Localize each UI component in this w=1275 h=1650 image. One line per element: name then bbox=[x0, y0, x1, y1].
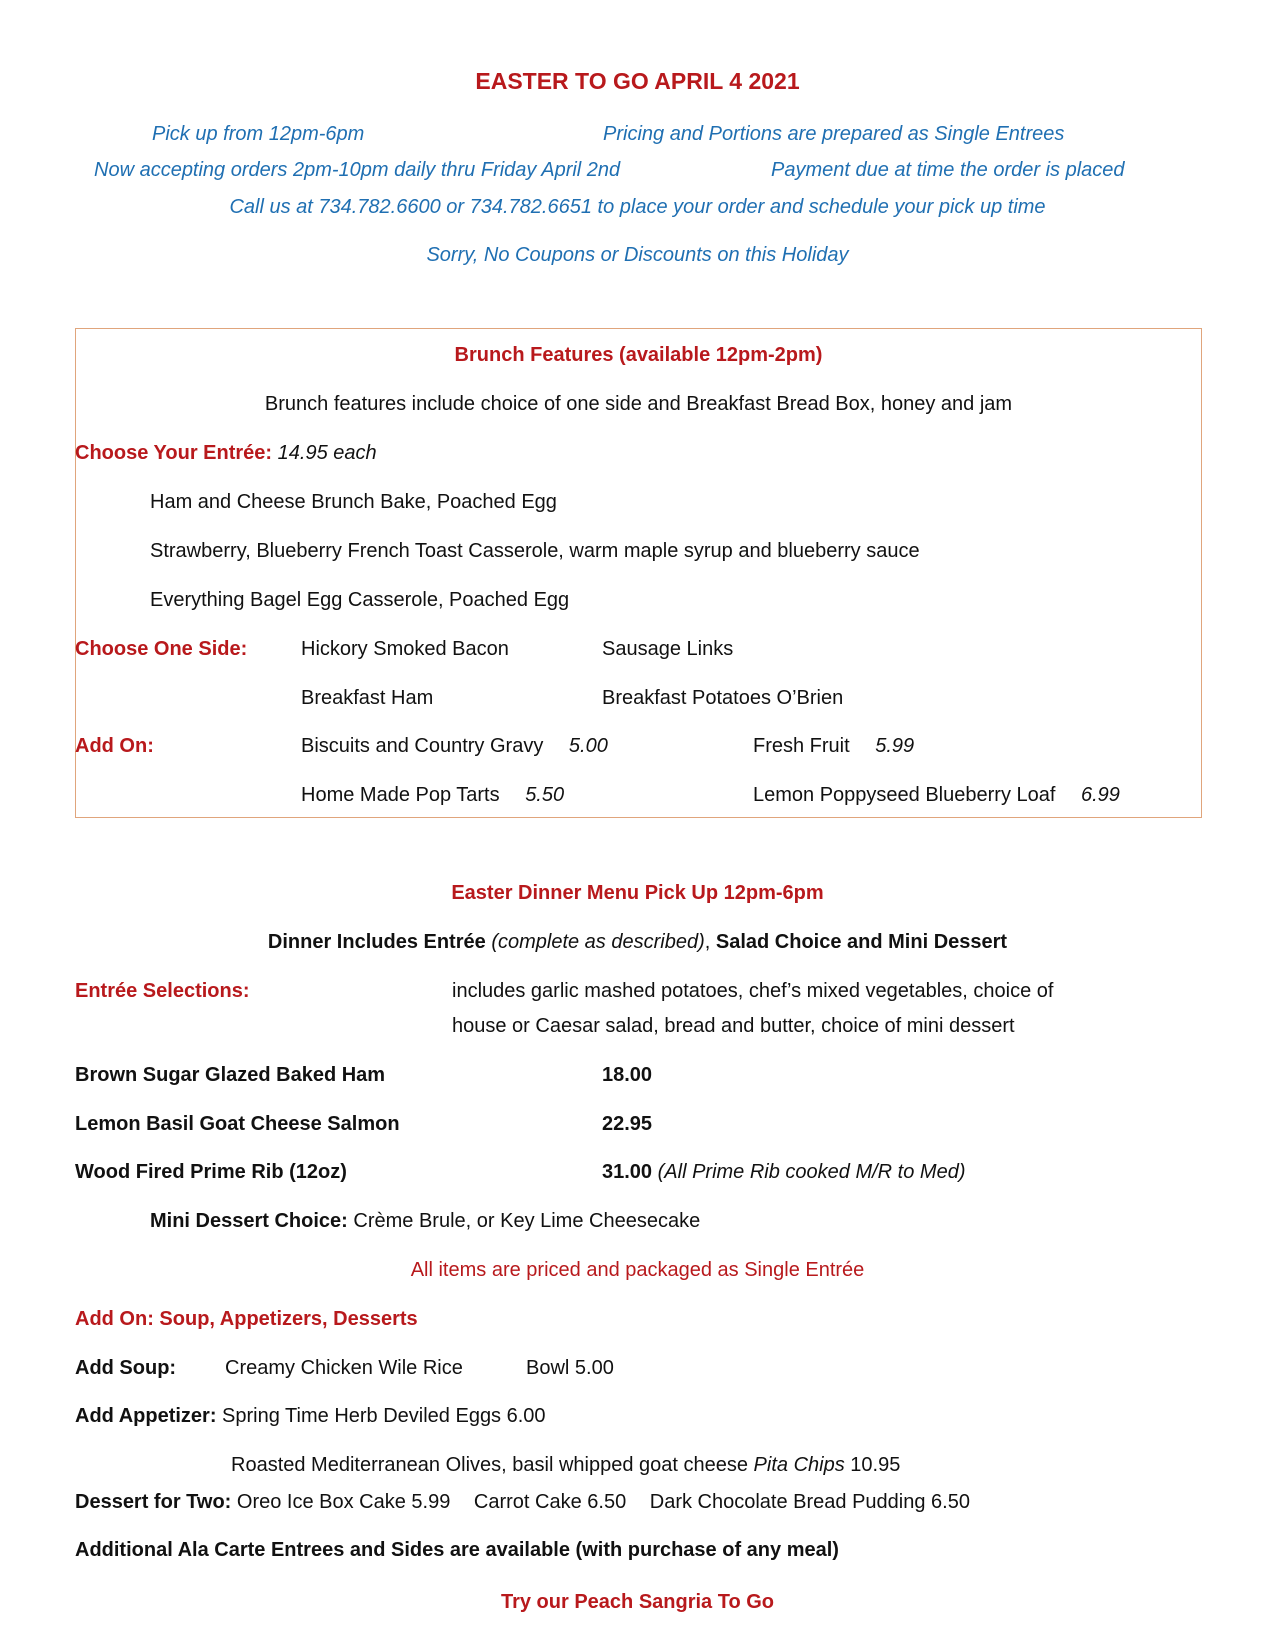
brunch-entree-heading bbox=[75, 442, 377, 465]
single-entree-note: All items are priced and packaged as Single Entrée bbox=[410, 1259, 865, 1281]
entree-selections-label: Entrée Selections: bbox=[75, 980, 250, 1002]
dinner-entree-name: Lemon Basil Goat Cheese Salmon bbox=[75, 1113, 400, 1135]
brunch-entree-item: Ham and Cheese Brunch Bake, Poached Egg bbox=[150, 491, 557, 513]
dinner-entree-name: Wood Fired Prime Rib (12oz) bbox=[75, 1161, 347, 1183]
addon-price: 5.50 bbox=[525, 784, 565, 806]
mini-dessert-line bbox=[150, 1210, 700, 1233]
ordering-hours: Now accepting orders 2pm-10pm daily thru Friday April 2nd bbox=[94, 159, 621, 181]
payment-note: Payment due at time the order is placed bbox=[771, 159, 1125, 181]
soup-price: Bowl 5.00 bbox=[526, 1357, 614, 1379]
addon-name: Fresh Fruit bbox=[753, 735, 850, 757]
dessert-line bbox=[75, 1491, 970, 1514]
ala-carte-note: Additional Ala Carte Entrees and Sides are available (with purchase of any meal) bbox=[75, 1539, 839, 1561]
side-item: Breakfast Ham bbox=[301, 687, 434, 709]
soup-name: Creamy Chicken Wile Rice bbox=[225, 1357, 463, 1379]
addons-title: Add On: Soup, Appetizers, Desserts bbox=[75, 1308, 418, 1330]
entree-selections-desc-1: includes garlic mashed potatoes, chef’s mixed vegetables, choice of bbox=[452, 980, 1054, 1002]
addon-price: 5.99 bbox=[875, 735, 915, 757]
side-item: Sausage Links bbox=[602, 638, 734, 660]
appetizer-label: Add Appetizer: bbox=[75, 1405, 217, 1427]
brunch-addon-item bbox=[301, 735, 608, 758]
addon-name: Biscuits and Country Gravy bbox=[301, 735, 544, 757]
dessert-label: Dessert for Two: bbox=[75, 1491, 232, 1513]
no-coupons-note: Sorry, No Coupons or Discounts on this Holiday bbox=[426, 244, 849, 266]
brunch-entree-item: Strawberry, Blueberry French Toast Casserole, warm maple syrup and blueberry sauce bbox=[150, 540, 920, 562]
appetizer-item-chips: Pita Chips bbox=[753, 1454, 845, 1476]
addon-price: 6.99 bbox=[1080, 784, 1120, 806]
includes-note: (complete as described) bbox=[491, 931, 705, 953]
brunch-addon-item bbox=[753, 735, 914, 758]
includes-salad-dessert: Salad Choice and Mini Dessert bbox=[715, 931, 1008, 953]
side-label: Choose One Side: bbox=[75, 638, 248, 660]
soup-label: Add Soup: bbox=[75, 1357, 177, 1379]
brunch-addon-item bbox=[301, 784, 564, 807]
brunch-entree-item: Everything Bagel Egg Casserole, Poached Egg bbox=[150, 589, 570, 611]
brunch-title: Brunch Features (available 12pm-2pm) bbox=[454, 344, 823, 366]
appetizer-line-2 bbox=[231, 1454, 900, 1477]
entree-price: 14.95 each bbox=[277, 442, 377, 464]
appetizer-item: Roasted Mediterranean Olives, basil whipped goat cheese bbox=[231, 1454, 748, 1476]
dinner-entree-price: 18.00 bbox=[602, 1064, 653, 1086]
side-item: Breakfast Potatoes O’Brien bbox=[602, 687, 844, 709]
pricing-note: Pricing and Portions are prepared as Single Entrees bbox=[603, 123, 1065, 145]
dinner-includes bbox=[0, 931, 1275, 954]
dinner-entree-price: 22.95 bbox=[602, 1113, 653, 1135]
dinner-entree-name: Brown Sugar Glazed Baked Ham bbox=[75, 1064, 386, 1086]
addon-price: 5.00 bbox=[568, 735, 608, 757]
mini-dessert-label: Mini Dessert Choice: bbox=[150, 1210, 348, 1232]
entree-label: Choose Your Entrée: bbox=[75, 442, 273, 464]
includes-entree: Dinner Includes Entrée bbox=[267, 931, 486, 953]
entree-selections-desc-2: house or Caesar salad, bread and butter, choice of mini dessert bbox=[452, 1015, 1015, 1037]
pickup-hours: Pick up from 12pm-6pm bbox=[152, 123, 365, 145]
dessert-item: Oreo Ice Box Cake 5.99 bbox=[236, 1491, 451, 1513]
page-title: EASTER TO GO APRIL 4 2021 bbox=[475, 68, 800, 94]
mini-dessert-value: Crème Brule, or Key Lime Cheesecake bbox=[353, 1210, 701, 1232]
appetizer-item-price: 10.95 bbox=[850, 1454, 901, 1476]
dessert-item: Dark Chocolate Bread Pudding 6.50 bbox=[649, 1491, 970, 1513]
sangria-promo: Try our Peach Sangria To Go bbox=[500, 1591, 775, 1613]
addon-label: Add On: bbox=[75, 735, 154, 757]
brunch-addon-item bbox=[753, 784, 1120, 807]
prime-rib-note: (All Prime Rib cooked M/R to Med) bbox=[657, 1161, 966, 1183]
includes-comma: , bbox=[704, 931, 711, 953]
appetizer-line-1 bbox=[75, 1405, 546, 1428]
appetizer-item: Spring Time Herb Deviled Eggs 6.00 bbox=[222, 1405, 546, 1427]
brunch-subtitle: Brunch features include choice of one side and Breakfast Bread Box, honey and jam bbox=[264, 393, 1013, 415]
side-item: Hickory Smoked Bacon bbox=[301, 638, 509, 660]
dessert-item: Carrot Cake 6.50 bbox=[473, 1491, 627, 1513]
phone-line: Call us at 734.782.6600 or 734.782.6651 to place your order and schedule your pick up time bbox=[229, 196, 1046, 218]
dinner-title: Easter Dinner Menu Pick Up 12pm-6pm bbox=[451, 882, 824, 904]
prime-rib-price-line bbox=[602, 1161, 966, 1184]
dinner-entree-price: 31.00 bbox=[602, 1161, 653, 1183]
addon-name: Home Made Pop Tarts bbox=[301, 784, 500, 806]
addon-name: Lemon Poppyseed Blueberry Loaf bbox=[753, 784, 1056, 806]
